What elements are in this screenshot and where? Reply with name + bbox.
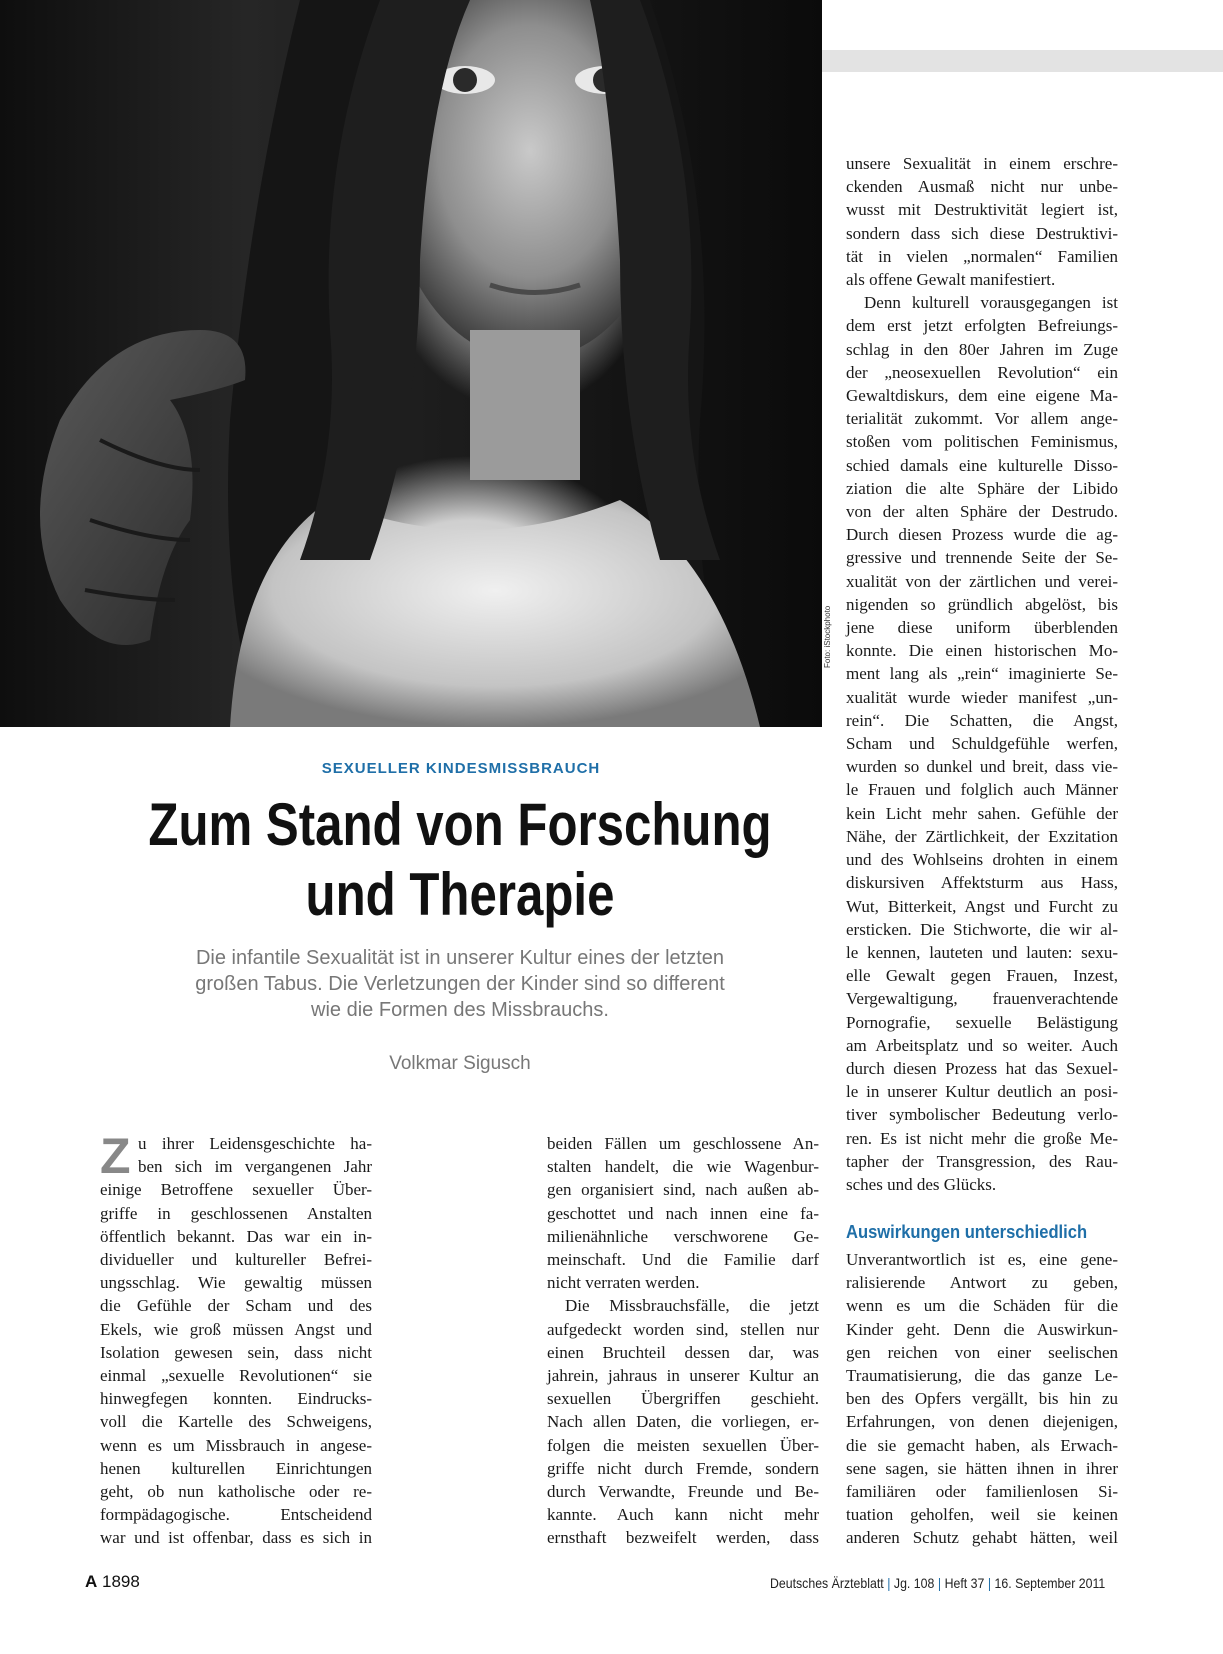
text-line: anderen Schutz gehabt hätten, weil [846, 1528, 1118, 1548]
text-line: gressive und trennende Seite der Se- [846, 548, 1118, 568]
text-line: Vergewaltigung, frauenverachtende [846, 989, 1118, 1009]
text-line: Erfahrungen, von denen diejenigen, [846, 1412, 1118, 1432]
text-line: xualität von der zärtlichen und verei- [846, 571, 1118, 591]
photo-credit: Foto: iStockphoto [823, 605, 832, 668]
lead-paragraph [130, 945, 790, 1023]
text-line: wenn es um Missbrauch in angese- [100, 1435, 372, 1455]
text-line: Wut, Bitterkeit, Angst und Furcht zu [846, 896, 1118, 916]
body-column-3 [846, 152, 1118, 1196]
text-line: Die Missbrauchsfälle, die jetzt [565, 1296, 819, 1316]
text-line: einen Bruchteil dessen dar, was [547, 1342, 819, 1362]
text-line: le Frauen und folglich auch Männer [846, 780, 1118, 800]
text-line: sches und des Glücks. [846, 1174, 997, 1194]
text-line: tiver symbolischer Bedeutung verlo- [846, 1105, 1118, 1125]
text-line: familiären oder familienlosen Si- [846, 1482, 1118, 1502]
text-line: elle Gewalt gegen Frauen, Inzest, [846, 966, 1118, 986]
text-line: stoßen vom politischen Feminismus, [846, 432, 1118, 452]
body-column-3-continued [846, 1248, 1118, 1550]
text-line: durch diesen Prozess hat das Sexuel- [846, 1058, 1118, 1078]
text-line: sene sagen, sie hätten ihnen in ihrer [846, 1458, 1118, 1478]
text-line: jene diese uniform überblenden [846, 618, 1118, 638]
text-line: tapher der Transgression, des Rau- [846, 1151, 1118, 1171]
text-line: milienähnliche verschworene Ge- [547, 1226, 819, 1246]
text-line: Pornografie, sexuelle Belästigung [846, 1012, 1118, 1032]
text-line: ment lang als „rein“ imaginierte Se- [846, 664, 1118, 684]
text-line: Gewaltdiskurs, dem eine eigene Ma- [846, 386, 1118, 406]
body-column-2 [547, 1132, 819, 1550]
text-line: ungsschlag. Wie gewaltig müssen [100, 1273, 372, 1293]
text-line: Scham und Schuldgefühle werfen, [846, 734, 1118, 754]
text-line: kannte. Auch kann nicht mehr [547, 1505, 819, 1525]
text-line: jahrein, jahraus in unserer Kultur an [547, 1366, 819, 1386]
cover-photo [0, 0, 822, 727]
text-line: kein Licht mehr sahen. Gefühle der [846, 803, 1118, 823]
photo-illustration [0, 0, 822, 727]
text-line: ziation die alte Sphäre der Libido [846, 478, 1118, 498]
text-line: nicht verraten werden. [547, 1273, 700, 1293]
header-bar [822, 50, 1223, 72]
text-line: Nach allen Daten, die vorliegen, er- [547, 1412, 819, 1432]
body-column-1 [100, 1128, 372, 1550]
text-line: wenn es um die Schäden für die [846, 1296, 1118, 1316]
drop-cap: Z [100, 1128, 131, 1184]
text-line: die sie gemacht haben, als Erwach- [846, 1435, 1118, 1455]
text-line: le kennen, lauteten und lauten: sexu- [846, 942, 1118, 962]
text-line: ren. Es ist nicht mehr die große Me- [846, 1128, 1118, 1148]
journal-name: Deutsches Ärzteblatt [770, 1575, 884, 1591]
text-line: am Arbeitsplatz und so weiter. Auch [846, 1035, 1118, 1055]
text-line: aufgedeckt worden sind, stellen nur [547, 1319, 819, 1339]
text-line: die Gefühle der Scham und des [100, 1296, 372, 1316]
journal-date: 16. September 2011 [994, 1575, 1106, 1591]
journal-footer: Deutsches Ärzteblatt | Jg. 108 | Heft 37 | 16. September 2011 [770, 1575, 1106, 1591]
text-line: ersticken. Die Stichworte, die wir al- [846, 919, 1118, 939]
text-line: ralisierende Antwort zu geben, [846, 1273, 1118, 1293]
text-line: einmal „sexuelle Revolutionen“ sie [100, 1366, 372, 1386]
text-line: ckenden Ausmaß nicht nur unbe- [846, 177, 1118, 197]
headline-line: Zum Stand von Forschung [148, 791, 772, 858]
journal-issue: Heft 37 [944, 1575, 985, 1591]
text-line: henen kulturellen Einrichtungen [100, 1458, 372, 1478]
text-line: hinwegfegen konnten. Eindrucks- [100, 1389, 372, 1409]
text-line: tät in vielen „normalen“ Familien [846, 246, 1118, 266]
kicker: SEXUELLER KINDESMISSBRAUCH [321, 760, 601, 777]
text-line: Kinder geht. Denn die Auswirkun- [846, 1319, 1118, 1339]
text-line: griffe nicht durch Fremde, sondern [547, 1458, 819, 1478]
page-prefix: A [85, 1572, 98, 1591]
text-line: terialität zukommt. Vor allem ange- [846, 409, 1118, 429]
text-line: wurden so dunkel und breit, dass vie- [846, 757, 1118, 777]
page-number [85, 1572, 140, 1592]
text-line: von der alten Sphäre der Destrudo. [846, 502, 1118, 522]
text-line: geht, ob nun katholische oder re- [100, 1482, 372, 1502]
text-line: diskursiven Affektsturm aus Hass, [846, 873, 1118, 893]
text-line: schied damals eine kulturelle Disso- [846, 455, 1118, 475]
journal-volume: Jg. 108 [893, 1575, 935, 1591]
text-line: einige Betroffene sexueller Über- [100, 1180, 372, 1200]
text-line: stalten handelt, die wie Wagenbur- [547, 1157, 819, 1177]
text-line: unsere Sexualität in einem erschre- [846, 154, 1118, 173]
text-line: beiden Fällen um geschlossene An- [547, 1134, 819, 1153]
text-line: ernsthaft bezweifelt werden, dass [547, 1528, 819, 1548]
text-line: ben des Opfers vergällt, bis hin zu [846, 1389, 1118, 1409]
text-line: und des Wohlseins drohten in einem [846, 850, 1118, 870]
text-line: voll die Kartelle des Schweigens, [100, 1412, 372, 1432]
text-line: gen reichen von einer seelischen [846, 1342, 1118, 1362]
text-line: schlag in den 80er Jahren im Zuge [846, 339, 1118, 359]
text-line: sexuellen Übergriffen geschieht. [547, 1389, 819, 1409]
section-subheading: Auswirkungen unterschiedlich [846, 1222, 1088, 1242]
text-line: durch Verwandte, Freunde und Be- [547, 1482, 819, 1502]
text-line: formpädagogische. Entscheidend [100, 1505, 372, 1525]
text-line: der „neosexuellen Revolution“ ein [846, 362, 1118, 382]
text-line: Denn kulturell vorausgegangen ist [864, 293, 1118, 313]
text-line: meinschaft. Und die Familie darf [547, 1250, 819, 1270]
text-line: folgen die meisten sexuellen Über- [547, 1435, 819, 1455]
text-line: Durch diesen Prozess wurde die ag- [846, 525, 1118, 545]
text-line: geschottet und nach innen eine fa- [547, 1203, 819, 1223]
text-line: griffe in geschlossenen Anstalten [100, 1203, 372, 1223]
text-line: konnte. Die einen historischen Mo- [846, 641, 1118, 661]
text-line: le in unserer Kultur deutlich an posi- [846, 1082, 1118, 1102]
text-line: Isolation gewesen sein, dass nicht [100, 1342, 372, 1362]
text-line: Nähe, der Zärtlichkeit, der Exzitation [846, 826, 1118, 846]
text-line: war und ist offenbar, dass es sich in [100, 1528, 372, 1548]
text-line: nigenden so gründlich abgelöst, bis [846, 594, 1118, 614]
text-line: dem erst jetzt erfolgten Befreiungs- [846, 316, 1118, 336]
author: Volkmar Sigusch [389, 1053, 531, 1074]
headline-line: und Therapie [305, 861, 615, 928]
text-line: wusst mit Destruktivität legiert ist, [846, 200, 1118, 220]
lead-line: Die infantile Sexualität ist in unserer Kultur eines der letzten [195, 947, 725, 969]
text-line: u ihrer Leidensgeschichte ha- [138, 1134, 372, 1153]
page-number-value: 1898 [102, 1572, 140, 1591]
lead-line: großen Tabus. Die Verletzungen der Kinder sind so different [195, 973, 725, 995]
text-line: sondern dass sich diese Destruktivi- [846, 223, 1118, 243]
text-line: als offene Gewalt manifestiert. [846, 270, 1056, 290]
text-line: rein“. Die Schatten, die Angst, [846, 710, 1118, 730]
text-line: gen organisiert sind, nach außen ab- [547, 1180, 819, 1200]
text-line: Traumatisierung, die das ganze Le- [846, 1366, 1118, 1386]
text-line: Unverantwortlich ist es, eine gene- [846, 1250, 1118, 1269]
text-line: öffentlich bekannt. Das war ein in- [100, 1226, 372, 1246]
text-line: tuation geholfen, weil sie keinen [846, 1505, 1118, 1525]
text-line: Ekels, wie groß müssen Angst und [100, 1319, 372, 1339]
lead-line: wie die Formen des Missbrauchs. [311, 999, 609, 1021]
headline [148, 790, 771, 930]
text-line: xualität wurde wieder manifest „un- [846, 687, 1118, 707]
text-line: dividueller und kultureller Befrei- [100, 1250, 372, 1270]
text-line: ben sich im vergangenen Jahr [138, 1157, 372, 1177]
